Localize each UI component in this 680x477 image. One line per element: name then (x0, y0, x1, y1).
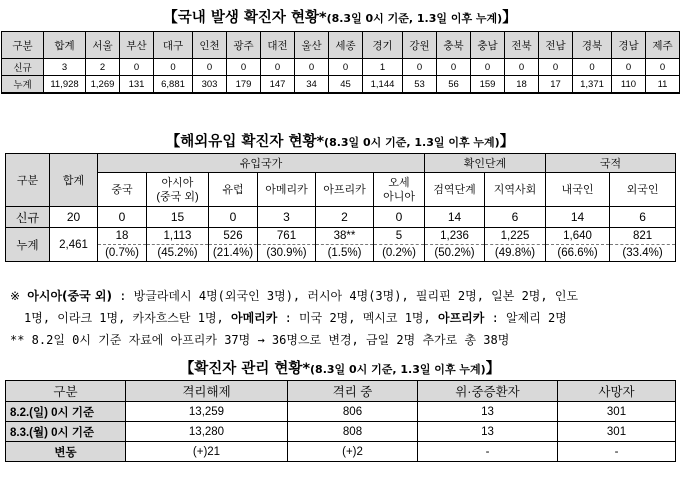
header-column-line: (중국 외) (156, 190, 199, 203)
overseas-title-sub: (8.3일 0시 기준, 1.3일 이후 누계) (324, 136, 500, 149)
cell: 131 (120, 76, 154, 94)
cell: 179 (227, 76, 261, 94)
cell-percent: (66.6%) (546, 245, 610, 262)
header-region: 부산 (120, 32, 154, 59)
cell: 38** (316, 228, 374, 245)
overseas-percent-row (6, 245, 676, 262)
note-line-1 (10, 287, 578, 304)
cell: 3 (44, 59, 86, 76)
cell: 6,881 (154, 76, 193, 94)
note-prefix: ※ (10, 289, 28, 303)
cell-total: 20 (50, 207, 98, 228)
cell: 808 (288, 422, 418, 442)
row-label: 변동 (6, 442, 126, 462)
overseas-title-end: 】 (499, 134, 515, 150)
header-column (147, 173, 209, 207)
domestic-table (1, 31, 680, 94)
header-total: 합계 (50, 154, 98, 207)
header-region: 경북 (573, 32, 612, 59)
management-table (5, 380, 676, 462)
cell: 1,371 (573, 76, 612, 94)
cell: (+)21 (126, 442, 288, 462)
header-column-line: 아니아 (383, 190, 415, 203)
cell: 1,269 (86, 76, 120, 94)
header-column (374, 173, 425, 207)
header-region: 울산 (295, 32, 329, 59)
domestic-title-sub: (8.3일 0시 기준, 1.3일 이후 누계) (326, 12, 503, 25)
header-isolated: 격리 중 (288, 381, 418, 402)
cell: 0 (573, 59, 612, 76)
cell: 18 (98, 228, 147, 245)
cell: 526 (209, 228, 258, 245)
cell: 6 (485, 207, 546, 228)
header-category: 구분 (2, 32, 44, 59)
cell: 13,259 (126, 402, 288, 422)
header-group-inflow: 유입국가 (98, 154, 425, 173)
cell: 1,144 (363, 76, 403, 94)
header-region: 경남 (612, 32, 646, 59)
header-deaths: 사망자 (558, 381, 676, 402)
header-region: 충북 (437, 32, 471, 59)
management-header-row (6, 381, 676, 402)
cell: 13 (418, 402, 558, 422)
cell: 0 (471, 59, 505, 76)
cell: 0 (227, 59, 261, 76)
cell: 2 (86, 59, 120, 76)
overseas-title (0, 130, 680, 151)
header-region: 충남 (471, 32, 505, 59)
note-bold-america: 아메리카 (230, 311, 278, 325)
cell: 0 (374, 207, 425, 228)
header-region: 전북 (505, 32, 539, 59)
cell: 53 (403, 76, 437, 94)
note-bold-africa: 아프리카 (437, 311, 485, 325)
row-label: 신규 (2, 59, 44, 76)
management-change-row (6, 442, 676, 462)
cell: 0 (612, 59, 646, 76)
row-label: 신규 (6, 207, 50, 228)
domestic-header-row (2, 32, 680, 59)
management-row (6, 402, 676, 422)
domestic-title (0, 6, 680, 27)
row-label: 8.3.(월) 0시 기준 (6, 422, 126, 442)
cell: 13 (418, 422, 558, 442)
cell: 0 (505, 59, 539, 76)
cell: 14 (425, 207, 485, 228)
cell-percent: (50.2%) (425, 245, 485, 262)
header-column-line: 아시아 (161, 176, 194, 189)
cell: 159 (471, 76, 505, 94)
cell: 14 (546, 207, 610, 228)
cell: 301 (558, 402, 676, 422)
overseas-title-main: 【해외유입 확진자 현황* (165, 134, 325, 150)
cell-percent: (49.8%) (485, 245, 546, 262)
cell: 34 (295, 76, 329, 94)
domestic-new-row (2, 59, 680, 76)
header-column: 내국인 (546, 173, 610, 207)
domestic-title-main: 【국내 발생 확진자 현황* (163, 10, 327, 26)
cell: 110 (612, 76, 646, 94)
management-title-main: 【확진자 관리 현황* (179, 361, 311, 377)
domestic-title-end: 】 (502, 10, 517, 26)
cell: 15 (147, 207, 209, 228)
note-bold-asia: 아시아(중국 외) (27, 289, 112, 303)
cell: (+)2 (288, 442, 418, 462)
cell: 761 (258, 228, 316, 245)
cell: 11,928 (44, 76, 86, 94)
cell: 45 (329, 76, 363, 94)
cell: 0 (295, 59, 329, 76)
domestic-cumulative-row (2, 76, 680, 94)
note-text: : 방글라데시 4명(외국인 3명), 러시아 4명(3명), 필리핀 2명, 일본 2명, 인도 (111, 289, 579, 303)
header-column: 유럽 (209, 173, 258, 207)
cell: 0 (120, 59, 154, 76)
cell: 821 (610, 228, 676, 245)
note-text: 1명, 이라크 1명, 카자흐스탄 1명, (24, 311, 231, 325)
cell-percent: (21.4%) (209, 245, 258, 262)
header-column: 아프리카 (316, 173, 374, 207)
cell: 5 (374, 228, 425, 245)
note-text: : 미국 2명, 멕시코 1명, (277, 311, 438, 325)
note-line-3 (10, 331, 509, 348)
cell: 1 (363, 59, 403, 76)
header-category: 구분 (6, 381, 126, 402)
header-column: 외국인 (610, 173, 676, 207)
cell-percent: (0.2%) (374, 245, 425, 262)
cell: 147 (261, 76, 295, 94)
cell: 0 (403, 59, 437, 76)
note-line-2 (24, 309, 567, 326)
cell: - (418, 442, 558, 462)
header-region: 대구 (154, 32, 193, 59)
cell: 0 (646, 59, 680, 76)
cell-percent: (1.5%) (316, 245, 374, 262)
header-region: 전남 (539, 32, 573, 59)
cell: 0 (193, 59, 227, 76)
cell: 3 (258, 207, 316, 228)
row-label: 8.2.(일) 0시 기준 (6, 402, 126, 422)
cell-percent: (45.2%) (147, 245, 209, 262)
management-row (6, 422, 676, 442)
header-group-nationality: 국적 (546, 154, 676, 173)
cell: 0 (539, 59, 573, 76)
header-group-stage: 확인단계 (425, 154, 546, 173)
header-column-line: 오세 (388, 176, 410, 189)
header-column: 아메리카 (258, 173, 316, 207)
row-label: 누계 (2, 76, 44, 94)
cell: 806 (288, 402, 418, 422)
cell: 303 (193, 76, 227, 94)
cell: 0 (98, 207, 147, 228)
cell: 18 (505, 76, 539, 94)
header-category: 구분 (6, 154, 50, 207)
cell: 1,236 (425, 228, 485, 245)
cell-percent: (33.4%) (610, 245, 676, 262)
cell-percent: (30.9%) (258, 245, 316, 262)
header-region: 강원 (403, 32, 437, 59)
header-region: 경기 (363, 32, 403, 59)
cell: 1,225 (485, 228, 546, 245)
header-released: 격리해제 (126, 381, 288, 402)
management-title-end: 】 (485, 361, 501, 377)
cell: 13,280 (126, 422, 288, 442)
header-region: 합계 (44, 32, 86, 59)
overseas-column-header-row (6, 173, 676, 207)
header-column: 지역사회 (485, 173, 546, 207)
header-region: 제주 (646, 32, 680, 59)
cell-total: 2,461 (50, 228, 98, 262)
header-region: 인천 (193, 32, 227, 59)
cell: 11 (646, 76, 680, 94)
cell: - (558, 442, 676, 462)
cell: 0 (261, 59, 295, 76)
overseas-cumulative-row (6, 228, 676, 245)
overseas-table (5, 153, 676, 262)
overseas-group-header-row (6, 154, 676, 173)
header-column: 검역단계 (425, 173, 485, 207)
cell: 1,113 (147, 228, 209, 245)
cell: 2 (316, 207, 374, 228)
cell: 0 (329, 59, 363, 76)
management-title (0, 357, 680, 378)
cell: 17 (539, 76, 573, 94)
cell: 56 (437, 76, 471, 94)
header-region: 세종 (329, 32, 363, 59)
note-text: : 알제리 2명 (484, 311, 567, 325)
header-region: 대전 (261, 32, 295, 59)
cell-percent: (0.7%) (98, 245, 147, 262)
cell: 301 (558, 422, 676, 442)
cell: 1,640 (546, 228, 610, 245)
overseas-new-row (6, 207, 676, 228)
cell: 0 (154, 59, 193, 76)
cell: 0 (437, 59, 471, 76)
header-column: 중국 (98, 173, 147, 207)
row-label: 누계 (6, 228, 50, 262)
note-text: ** 8.2일 0시 기준 자료에 아프리카 37명 → 36명으로 변경, 금일 2명 추가로 총 38명 (10, 333, 510, 347)
cell: 6 (610, 207, 676, 228)
cell: 0 (209, 207, 258, 228)
management-title-sub: (8.3일 0시 기준, 1.3일 이후 누계) (310, 363, 486, 376)
header-region: 서울 (86, 32, 120, 59)
header-region: 광주 (227, 32, 261, 59)
header-severe: 위·중증환자 (418, 381, 558, 402)
